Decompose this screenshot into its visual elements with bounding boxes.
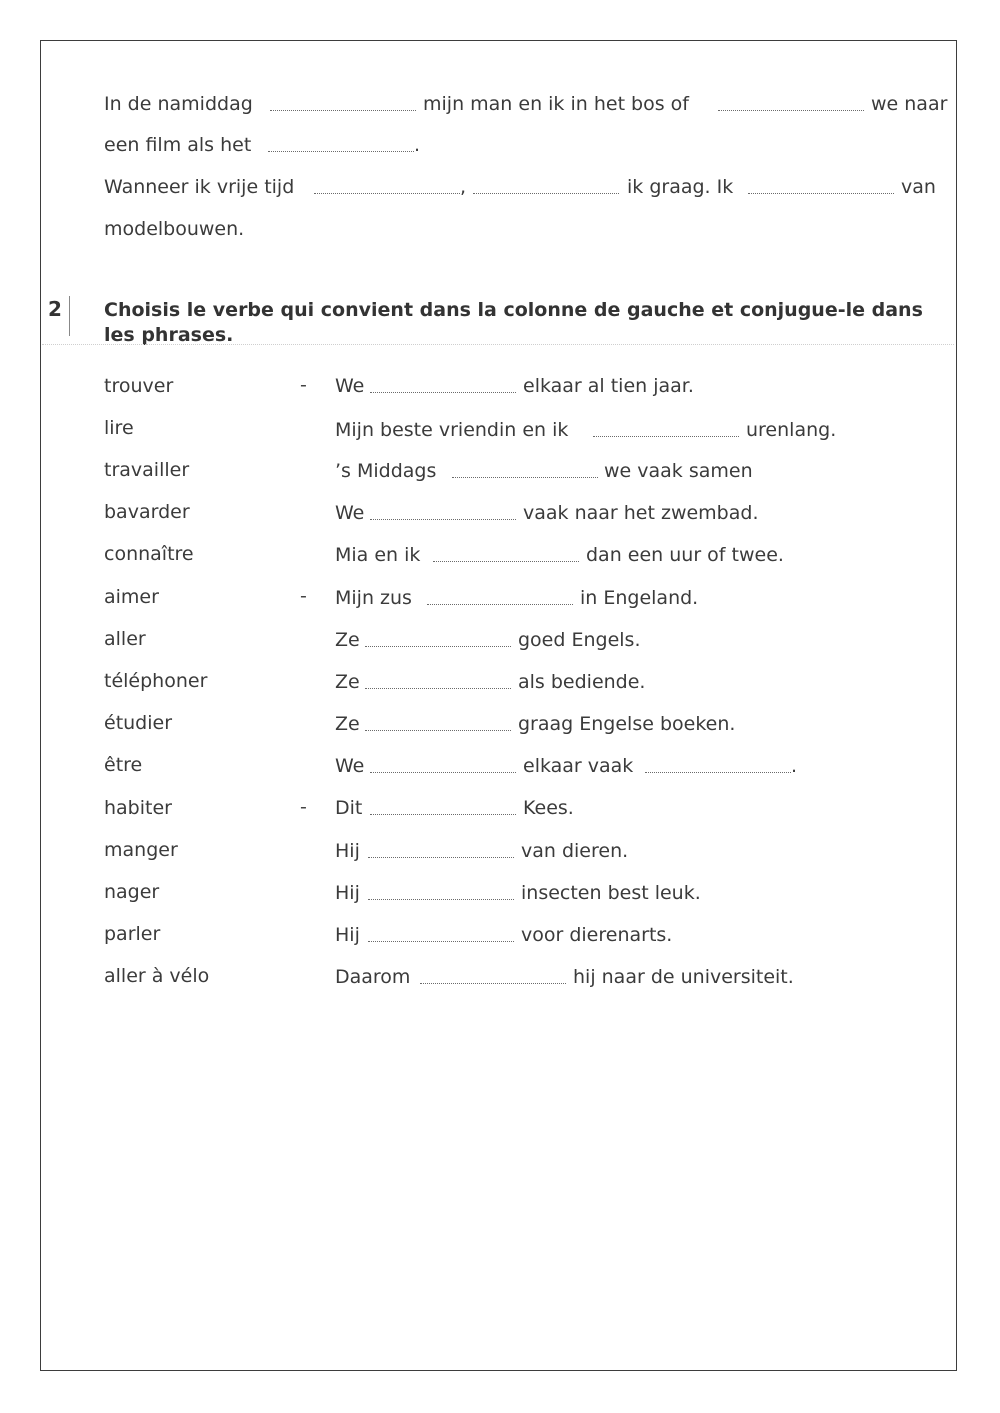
answer-blank[interactable] (368, 899, 514, 900)
verb-label: aller (104, 628, 146, 650)
sentence-start: Mia en ik (335, 544, 421, 566)
verb-label: être (104, 754, 143, 776)
sentence-start: Daarom (335, 966, 411, 988)
sentence-start: Hij (335, 840, 360, 862)
exercise-bar (69, 296, 70, 336)
sentence-end: elkaar vaak (523, 755, 634, 777)
verb-label: étudier (104, 712, 173, 734)
sentence-start: Hij (335, 924, 360, 946)
ex1-text: Wanneer ik vrije tijd (104, 176, 295, 198)
sentence-end: van dieren. (521, 840, 629, 862)
sentence-end: goed Engels. (518, 629, 641, 651)
sentence-end: urenlang. (746, 419, 837, 441)
verb-label: habiter (104, 797, 172, 819)
sentence-end: elkaar al tien jaar. (523, 375, 694, 397)
ex1-text: , (460, 176, 467, 198)
verb-label: trouver (104, 375, 174, 397)
sentence-end: hij naar de universiteit. (573, 966, 794, 988)
sentence-end: vaak naar het zwembad. (523, 502, 759, 524)
sentence-start: Ze (335, 713, 360, 735)
answer-blank[interactable] (365, 730, 511, 731)
answer-blank[interactable] (365, 646, 511, 647)
ex1-text: . (414, 134, 421, 156)
answer-blank[interactable] (370, 814, 516, 815)
sentence-start: We (335, 502, 365, 524)
sentence-start: Dit (335, 797, 363, 819)
dash-marker: - (300, 374, 307, 396)
sentence-end: . (791, 755, 798, 777)
answer-blank[interactable] (370, 519, 516, 520)
verb-label: lire (104, 417, 134, 439)
answer-blank[interactable] (370, 772, 516, 773)
verb-label: nager (104, 881, 160, 903)
dash-marker: - (300, 585, 307, 607)
verb-label: aimer (104, 586, 159, 608)
ex1-text: we naar (871, 93, 948, 115)
ex1-text: een film als het (104, 134, 252, 156)
answer-blank[interactable] (420, 983, 566, 984)
sentence-end: Kees. (523, 797, 574, 819)
sentence-start: ’s Middags (335, 460, 437, 482)
answer-blank[interactable] (645, 772, 791, 773)
sentence-end: voor dierenarts. (521, 924, 673, 946)
exercise-number: 2 (48, 297, 62, 321)
ex1-text: ik graag. Ik (627, 176, 734, 198)
sentence-start: Mijn zus (335, 587, 412, 609)
answer-blank[interactable] (365, 688, 511, 689)
ex1-blank-3[interactable] (268, 151, 414, 152)
ex1-text: van (901, 176, 936, 198)
ex1-blank-6[interactable] (748, 193, 894, 194)
separator (42, 344, 954, 345)
sentence-end: insecten best leuk. (521, 882, 701, 904)
sentence-start: We (335, 375, 365, 397)
verb-label: téléphoner (104, 670, 208, 692)
ex1-text: mijn man en ik in het bos of (423, 93, 689, 115)
sentence-end: in Engeland. (580, 587, 699, 609)
verb-label: manger (104, 839, 178, 861)
sentence-start: Ze (335, 629, 360, 651)
answer-blank[interactable] (368, 857, 514, 858)
sentence-end: we vaak samen (604, 460, 753, 482)
sentence-start: Mijn beste vriendin en ik (335, 419, 569, 441)
answer-blank[interactable] (593, 436, 739, 437)
answer-blank[interactable] (433, 561, 579, 562)
sentence-end: graag Engelse boeken. (518, 713, 736, 735)
ex1-text: modelbouwen. (104, 218, 245, 240)
ex1-blank-5[interactable] (473, 193, 619, 194)
verb-label: parler (104, 923, 161, 945)
answer-blank[interactable] (427, 604, 573, 605)
verb-label: aller à vélo (104, 965, 210, 987)
ex1-text: In de namiddag (104, 93, 253, 115)
exercise-instruction: Choisis le verbe qui convient dans la colonne de gauche et conjugue-le dans les phrases. (104, 299, 923, 346)
dash-marker: - (300, 796, 307, 818)
sentence-start: We (335, 755, 365, 777)
sentence-end: als bediende. (518, 671, 646, 693)
verb-label: connaître (104, 543, 194, 565)
sentence-end: dan een uur of twee. (586, 544, 784, 566)
verb-label: travailler (104, 459, 190, 481)
answer-blank[interactable] (370, 392, 516, 393)
answer-blank[interactable] (452, 477, 598, 478)
ex1-blank-1[interactable] (270, 110, 416, 111)
ex1-blank-4[interactable] (314, 193, 460, 194)
ex1-blank-2[interactable] (718, 110, 864, 111)
sentence-start: Hij (335, 882, 360, 904)
answer-blank[interactable] (368, 941, 514, 942)
sentence-start: Ze (335, 671, 360, 693)
verb-label: bavarder (104, 501, 190, 523)
